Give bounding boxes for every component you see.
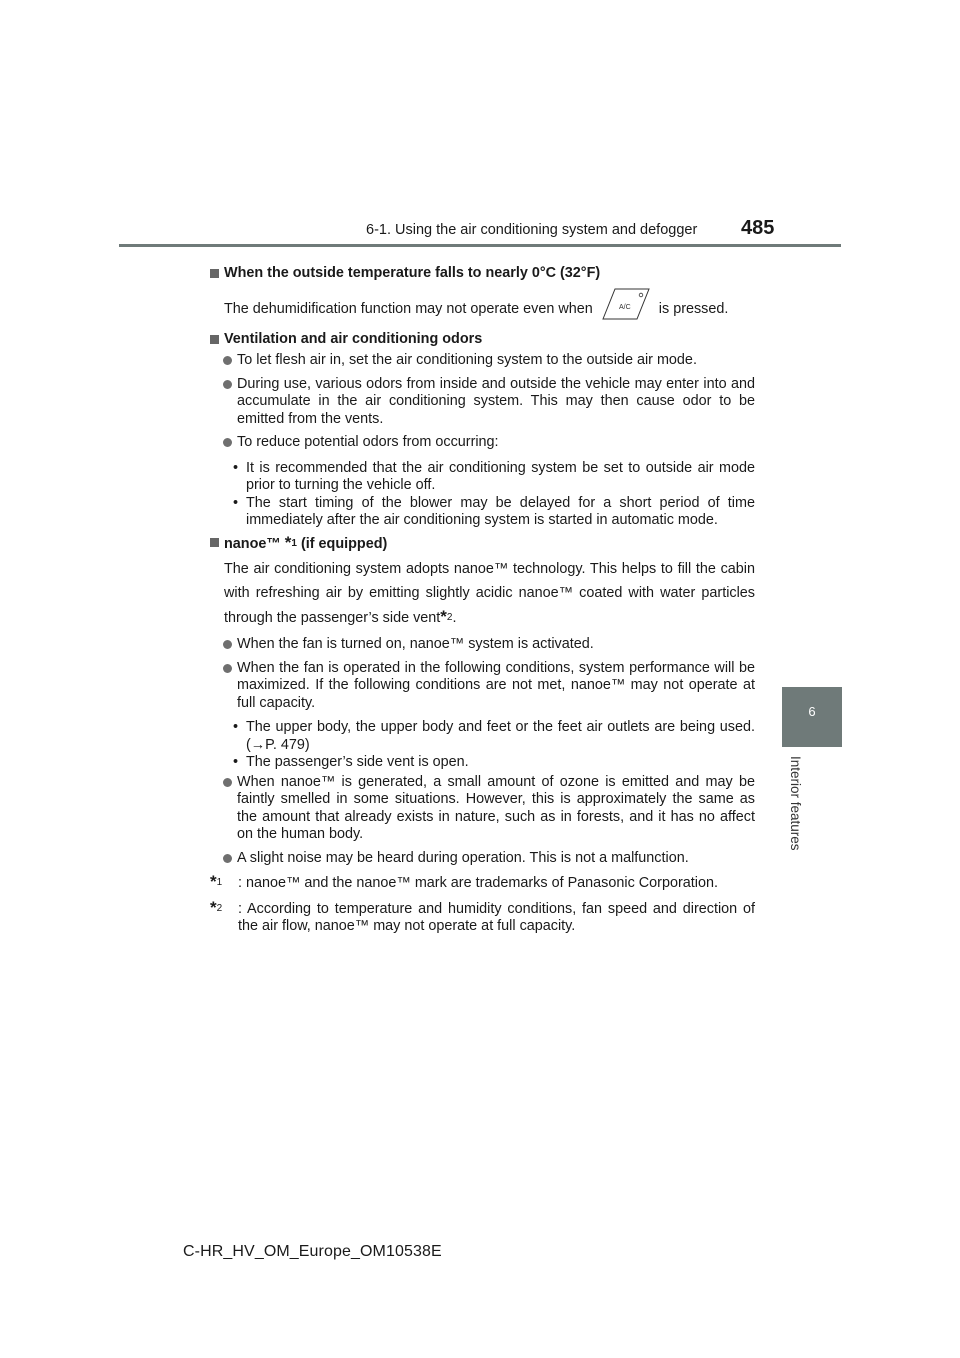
bullet-item: When nanoe™ is generated, a small amount of ozone is emitted and may be faintly smelled in some situations. However, this is approximately the same as the amount that already exists in nature, such as in forests, and it has no affect on the human body. xyxy=(222,774,755,844)
bullet-item: To reduce potential odors from occurring: xyxy=(222,434,755,452)
dehumidification-text: The dehumidification function may not operate even when xyxy=(224,300,593,317)
footnote-number: 2 xyxy=(216,902,223,914)
footnote-2 xyxy=(210,897,755,936)
period: . xyxy=(452,610,457,626)
chapter-number: 6 xyxy=(808,704,816,719)
header-rule xyxy=(119,244,841,247)
footnote-number: 1 xyxy=(216,877,223,888)
sub-bullet-item: • The upper body, the upper body and feet or the feet air outlets are being used. (→P. 479) xyxy=(230,719,755,754)
sub-bullet-item: • The passenger’s side vent is open. xyxy=(230,754,755,772)
footnote-star: * xyxy=(284,532,292,552)
footnote-1 xyxy=(210,872,755,893)
footnote-star: * xyxy=(440,607,447,626)
bullet-item: When the fan is operated in the following conditions, system performance will be maximized. If the following conditions are not met, nanoe™ may not operate at full capacity. xyxy=(222,660,755,713)
bullet-item: During use, various odors from inside and outside the vehicle may enter into and accumulate in the air conditioning system. This may then cause odor to be emitted from the vents. xyxy=(222,376,755,429)
nanoe-heading-suffix: (if equipped) xyxy=(300,535,388,552)
nanoe-heading-prefix: nanoe™ xyxy=(224,535,281,552)
chapter-tab xyxy=(782,687,842,747)
chapter-title: Interior features xyxy=(788,756,803,851)
ac-button-icon xyxy=(601,287,651,321)
document-code: C-HR_HV_OM_Europe_OM10538E xyxy=(183,1243,442,1260)
section-title: 6-1. Using the air conditioning system and defogger xyxy=(366,222,698,238)
bullet-item: To let flesh air in, set the air conditioning system to the outside air mode. xyxy=(222,352,755,370)
footnote-ref: 2 xyxy=(446,612,453,623)
page-content xyxy=(210,255,755,936)
pressed-text: is pressed. xyxy=(658,300,729,317)
heading-odors: Ventilation and air conditioning odors xyxy=(210,331,755,349)
ac-icon-label: A/C xyxy=(618,303,631,311)
paragraph-dehumidification xyxy=(210,297,755,321)
nanoe-intro-text: The air conditioning system adopts nanoe™ technology. This helps to fill the cabin with refreshing air by emitting slightly acidic nanoe™ coated with water particles through the passenger’s side vent xyxy=(224,561,755,626)
heading-nanoe xyxy=(210,534,755,554)
footnote-ref: 1 xyxy=(291,537,297,549)
footnote-star: * xyxy=(210,897,217,917)
footnote-text: : nanoe™ and the nanoe™ mark are trademarks of Panasonic Corporation. xyxy=(238,875,718,891)
footnote-star: * xyxy=(210,872,217,891)
paragraph-nanoe xyxy=(210,557,755,630)
bullet-item: A slight noise may be heard during operation. This is not a malfunction. xyxy=(222,850,755,868)
sub-bullet-item: • The start timing of the blower may be delayed for a short period of time immediately after the air conditioning system is started in automatic mode. xyxy=(230,495,755,530)
page-number: 485 xyxy=(741,217,775,239)
footnote-text: : According to temperature and humidity conditions, fan speed and direction of the air flow, nanoe™ may not operate at full capacity. xyxy=(238,900,755,934)
heading-outside-temp: When the outside temperature falls to nearly 0°C (32°F) xyxy=(210,265,755,283)
sub-bullet-item: • It is recommended that the air conditioning system be set to outside air mode prior to turning the vehicle off. xyxy=(230,460,755,495)
bullet-item: When the fan is turned on, nanoe™ system is activated. xyxy=(222,636,755,654)
